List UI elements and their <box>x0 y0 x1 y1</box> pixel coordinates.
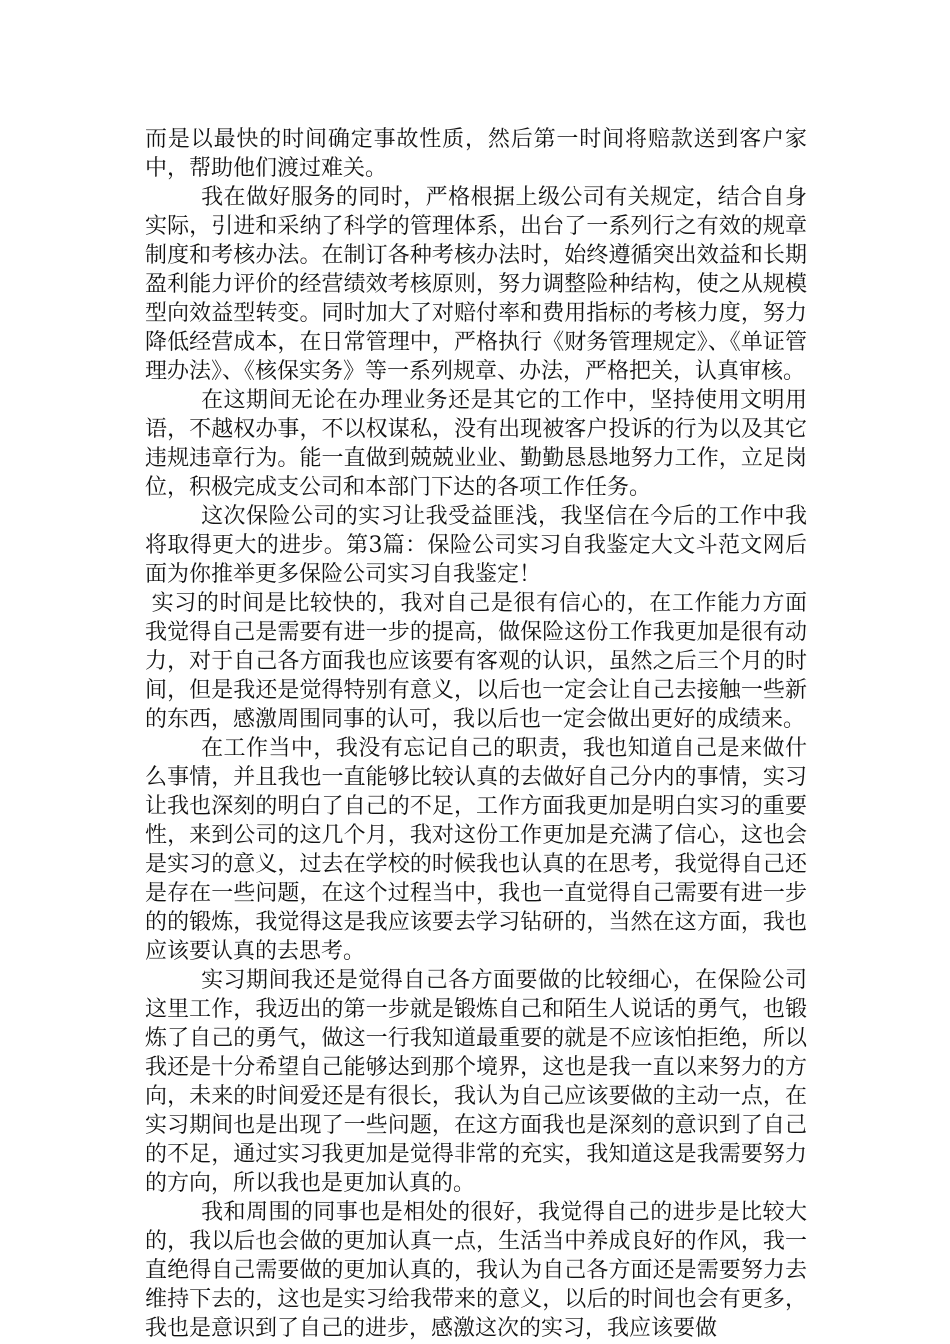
paragraph-7: 实习期间我还是觉得自己各方面要做的比较细心，在保险公司这里工作，我迈出的第一步就是锻炼自己和陌生人说话的勇气，也锻炼了自己的勇气，做这一行我知道最重要的就是不应该怕拒绝，所以我还是十分希望自己能够达到那个境界，这也是我一直以来努力的方向，未来的时间爱还是有很长，我认为自己应该要做的主动一点，在实习期间也是出现了一些问题，在这方面我也是深刻的意识到了自己的不足，通过实习我更加是觉得非常的充实，我知道这是我需要努力的方向，所以我也是更加认真的。 <box>145 968 807 1196</box>
paragraph-8: 我和周围的同事也是相处的很好，我觉得自己的进步是比较大的，我以后也会做的更加认真一点，生活当中养成良好的作风，我一直绝得自己需要做的更加认真的，我认为自己各方面还是需要努力去维持下去的，这也是实习给我带来的意义，以后的时间也会有更多，我也是意识到了自己的进步，感激这次的实习，我应该要做 <box>145 1200 807 1341</box>
document-page <box>145 125 807 1343</box>
paragraph-4: 这次保险公司的实习让我受益匪浅，我坚信在今后的工作中我将取得更大的进步。第3篇：保险公司实习自我鉴定大文斗范文网后面为你推举更多保险公司实习自我鉴定！ <box>145 504 807 587</box>
paragraph-5: 实习的时间是比较快的，我对自己是很有信心的，在工作能力方面我觉得自己是需要有进一步的提高，做保险这份工作我更加是很有动力，对于自己各方面我也应该要有客观的认识，虽然之后三个月的时间，但是我还是觉得特别有意义，以后也一定会让自己去接触一些新的东西，感激周围同事的认可，我以后也一定会做出更好的成绩来。 <box>145 591 807 732</box>
paragraph-2: 我在做好服务的同时，严格根据上级公司有关规定，结合自身实际，引进和采纳了科学的管理体系，出台了一系列行之有效的规章制度和考核办法。在制订各种考核办法时，始终遵循突出效益和长期盈利能力评价的经营绩效考核原则，努力调整险种结构，使之从规模型向效益型转变。同时加大了对赔付率和费用指标的考核力度，努力降低经营成本，在日常管理中，严格执行《财务管理规定》、《单证管理办法》、《核保实务》等一系列规章、办法，严格把关，认真审核。 <box>145 185 807 384</box>
paragraph-1: 而是以最快的时间确定事故性质，然后第一时间将赔款送到客户家中，帮助他们渡过难关。 <box>145 127 807 181</box>
paragraph-6: 在工作当中，我没有忘记自己的职责，我也知道自己是来做什么事情，并且我也一直能够比较认真的去做好自己分内的事情，实习让我也深刻的明白了自己的不足，工作方面我更加是明白实习的重要性，来到公司的这几个月，我对这份工作更加是充满了信心，这也会是实习的意义，过去在学校的时候我也认真的在思考，我觉得自己还是存在一些问题，在这个过程当中，我也一直觉得自己需要有进一步的的锻炼，我觉得这是我应该要去学习钻研的，当然在这方面，我也应该要认真的去思考。 <box>145 736 807 964</box>
paragraph-3: 在这期间无论在办理业务还是其它的工作中，坚持使用文明用语，不越权办事，不以权谋私，没有出现被客户投诉的行为以及其它违规违章行为。能一直做到兢兢业业、勤勤恳恳地努力工作，立足岗位，积极完成支公司和本部门下达的各项工作任务。 <box>145 388 807 500</box>
